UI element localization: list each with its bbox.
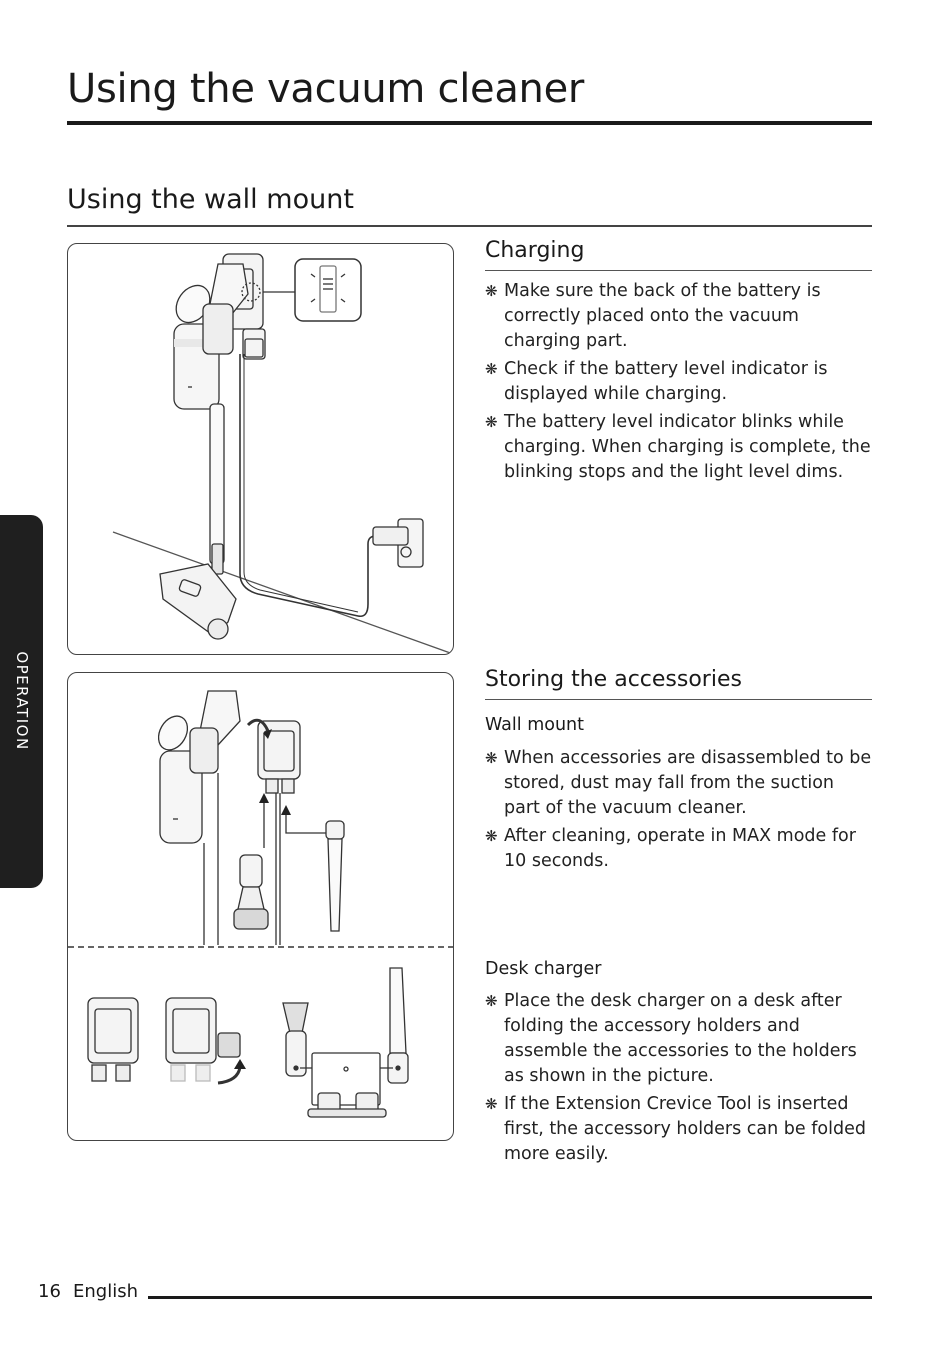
bullet-mark-icon: ❋ xyxy=(485,360,498,378)
bullet-mark-icon: ❋ xyxy=(485,749,498,767)
wall-mount-bullets xyxy=(485,746,875,877)
list-item: ❋ Make sure the back of the battery is correctly placed onto the vacuum charging part. xyxy=(485,281,821,351)
bullet-mark-icon: ❋ xyxy=(485,413,498,431)
charging-bullets xyxy=(485,279,875,488)
section-rule xyxy=(67,225,872,227)
side-tab-label: OPERATION xyxy=(12,651,31,751)
desk-charger-bullets xyxy=(485,989,875,1170)
bullet-mark-icon: ❋ xyxy=(485,282,498,300)
list-item: ❋ When accessories are disassembled to be stored, dust may fall from the suction part of the vacuum cleaner. xyxy=(485,748,872,818)
list-item: ❋ Check if the battery level indicator is displayed while charging. xyxy=(485,359,828,404)
charging-heading: Charging xyxy=(485,238,585,263)
bullet-mark-icon: ❋ xyxy=(485,992,498,1010)
charging-illustration xyxy=(67,243,454,655)
wall-mount-heading: Wall mount xyxy=(485,715,584,735)
side-tab xyxy=(0,515,43,888)
list-item: ❋ The battery level indicator blinks while charging. When charging is complete, the blinking stops and the light level dims. xyxy=(485,412,871,482)
footer-rule xyxy=(148,1296,872,1299)
list-item: ❋ After cleaning, operate in MAX mode for 10 seconds. xyxy=(485,826,856,871)
bullet-mark-icon: ❋ xyxy=(485,827,498,845)
list-item: ❋ If the Extension Crevice Tool is inserted first, the accessory holders can be folded more easily. xyxy=(485,1094,866,1164)
list-item: ❋ Place the desk charger on a desk after folding the accessory holders and assemble the accessories to the holders as shown in the picture. xyxy=(485,991,857,1086)
title-rule xyxy=(67,121,872,125)
bullet-mark-icon: ❋ xyxy=(485,1095,498,1113)
charging-rule xyxy=(485,270,872,271)
storing-illustration xyxy=(67,672,454,1141)
section-title: Using the wall mount xyxy=(67,184,354,215)
page-number: 16 xyxy=(38,1281,61,1302)
page-title: Using the vacuum cleaner xyxy=(67,66,585,112)
page-language: English xyxy=(73,1281,138,1302)
storing-rule xyxy=(485,699,872,700)
storing-heading: Storing the accessories xyxy=(485,667,742,692)
desk-charger-heading: Desk charger xyxy=(485,959,602,979)
